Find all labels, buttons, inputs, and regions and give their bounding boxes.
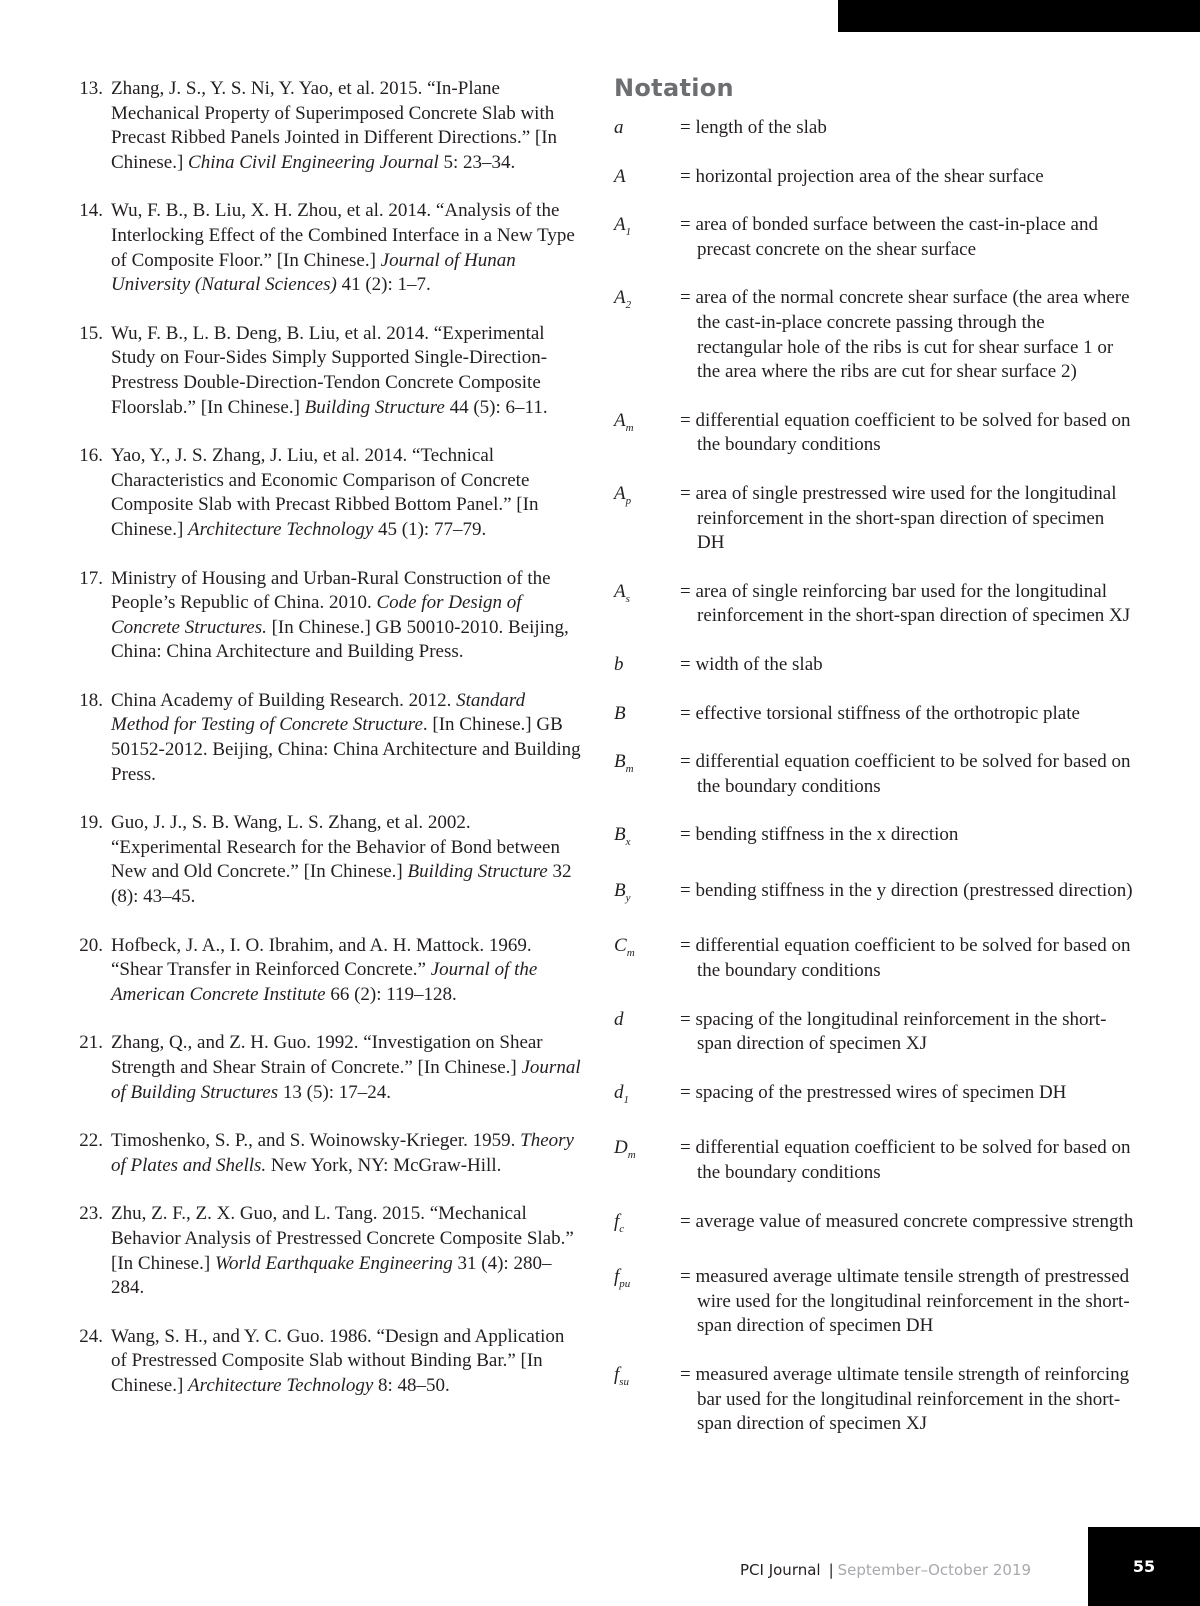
notation-title: Notation <box>614 74 734 102</box>
reference-number: 14. <box>79 200 103 222</box>
reference-text <box>111 322 583 420</box>
symbol-subscript: s <box>625 592 630 605</box>
reference-source: Architecture Technology <box>188 1374 374 1396</box>
notation-definition: = effective torsional stiffness of the orthotropic plate <box>680 702 1080 724</box>
notation-definition: = horizontal projection area of the shear surface <box>680 165 1044 187</box>
symbol-subscript: pu <box>619 1278 631 1291</box>
footer <box>740 1558 1031 1582</box>
notation-item <box>614 702 1134 727</box>
reference-source: Journal of the American Concrete Institute <box>111 959 538 1005</box>
symbol-base: A <box>614 214 626 236</box>
reference-item <box>68 77 583 175</box>
footer-issue: September–October 2019 <box>837 1561 1032 1579</box>
notation-list <box>614 116 1134 1437</box>
notation-item <box>614 1210 1134 1242</box>
notation-item <box>614 286 1134 384</box>
symbol-base: b <box>614 653 624 675</box>
reference-source: Standard Method for Testing of Concrete Structure <box>111 689 526 736</box>
notation-symbol <box>614 286 680 384</box>
reference-number: 15. <box>79 322 103 344</box>
reference-item <box>68 322 583 420</box>
reference-segment: 31 (4): 280–284. <box>111 1252 552 1299</box>
reference-segment: Hofbeck, J. A., I. O. Ibrahim, and A. H. Mattock. 1969. “Shear Transfer in Reinforced Concrete.” <box>111 934 532 981</box>
notation-definition: = spacing of the longitudinal reinforcement in the short-span direction of specimen XJ <box>680 1008 1107 1055</box>
reference-segment: Ministry of Housing and Urban-Rural Construction of the People’s Republic of China. 2010. <box>111 567 551 614</box>
notation-symbol <box>614 823 680 855</box>
notation-symbol <box>614 879 680 911</box>
reference-source: Building Structure <box>407 861 548 883</box>
reference-number: 13. <box>79 78 103 99</box>
notation-definition: = area of single prestressed wire used for the longitudinal reinforcement in the short-span direction of specimen DH <box>680 482 1117 554</box>
notation-item <box>614 165 1134 190</box>
reference-source: China Civil Engineering Journal <box>188 151 439 173</box>
notation-item <box>614 580 1134 629</box>
notation-item <box>614 1265 1134 1339</box>
reference-source: Code for Design of Concrete Structures. <box>111 592 522 638</box>
symbol-subscript: m <box>625 421 634 434</box>
reference-segment: 13 (5): 17–24. <box>278 1081 392 1103</box>
footer-journal: PCI Journal <box>740 1561 821 1579</box>
reference-text <box>111 444 583 542</box>
symbol-base: B <box>614 824 626 846</box>
notation-symbol <box>614 1363 680 1437</box>
reference-number: 21. <box>79 1032 103 1054</box>
notation-item <box>614 823 1134 855</box>
symbol-base: A <box>614 580 626 602</box>
reference-item <box>68 1325 583 1399</box>
symbol-subscript: m <box>626 947 635 960</box>
reference-text <box>111 77 583 175</box>
reference-item <box>68 1031 583 1105</box>
reference-segment: 66 (2): 119–128. <box>325 983 457 1005</box>
notation-symbol <box>614 1210 680 1242</box>
symbol-base: a <box>614 117 624 138</box>
references-list <box>68 77 583 1423</box>
symbol-base: f <box>614 1364 620 1385</box>
symbol-subscript: m <box>627 1149 636 1162</box>
footer-separator: | <box>828 1561 834 1579</box>
reference-text <box>111 567 583 665</box>
symbol-base: d <box>614 1008 624 1030</box>
symbol-base: f <box>614 1266 620 1288</box>
notation-symbol <box>614 580 680 629</box>
notation-item <box>614 213 1134 262</box>
header-bar <box>838 0 1200 32</box>
notation-section <box>614 74 1134 1461</box>
reference-segment: Zhang, J. S., Y. S. Ni, Y. Yao, et al. 2015. “In-Plane Mechanical Property of Superimposed Concrete Slab with Precast Ribbed Panels Jointed in Different Directions.” [In Chinese.] <box>111 78 558 173</box>
reference-segment: New York, NY: McGraw-Hill. <box>266 1154 502 1176</box>
reference-item <box>68 689 583 787</box>
notation-definition: = differential equation coefficient to be solved for based on the boundary conditions <box>680 751 1131 797</box>
symbol-subscript: 2 <box>625 299 632 312</box>
reference-item <box>68 1129 583 1178</box>
reference-item <box>68 567 583 665</box>
reference-item <box>68 1202 583 1300</box>
notation-definition: = bending stiffness in the x direction <box>680 824 959 846</box>
reference-text <box>111 934 583 1008</box>
notation-symbol <box>614 934 680 983</box>
symbol-subscript: su <box>619 1376 630 1388</box>
reference-text <box>111 1031 583 1105</box>
notation-symbol <box>614 1008 680 1057</box>
notation-symbol <box>614 750 680 799</box>
reference-source: Building Structure <box>304 396 445 418</box>
notation-item <box>614 934 1134 983</box>
notation-symbol <box>614 116 680 141</box>
reference-segment: Timoshenko, S. P., and S. Woinowsky-Krieger. 1959. <box>111 1130 521 1152</box>
symbol-base: d <box>614 1081 624 1103</box>
notation-symbol <box>614 1136 680 1185</box>
symbol-subscript: 1 <box>625 226 632 239</box>
notation-item <box>614 653 1134 678</box>
notation-item <box>614 1136 1134 1185</box>
reference-segment: Yao, Y., J. S. Zhang, J. Liu, et al. 2014. “Technical Characteristics and Economic Comparison of Concrete Composite Slab with Precast Ribbed Bottom Panel.” [In Chinese.] <box>111 445 539 540</box>
notation-item <box>614 1363 1134 1437</box>
notation-item <box>614 409 1134 458</box>
notation-definition: = differential equation coefficient to be solved for based on the boundary conditions <box>680 409 1131 456</box>
reference-number: 22. <box>79 1130 103 1152</box>
symbol-subscript: x <box>625 836 631 849</box>
notation-item <box>614 482 1134 556</box>
reference-text <box>111 1202 583 1300</box>
reference-segment: Guo, J. J., S. B. Wang, L. S. Zhang, et al. 2002. “Experimental Research for the Behavior of Bond between New and Old Concrete.” [In Chinese.] <box>111 812 560 883</box>
reference-segment: Zhang, Q., and Z. H. Guo. 1992. “Investigation on Shear Strength and Shear Strain of Concrete.” [In Chinese.] <box>111 1032 543 1078</box>
reference-segment: 8: 48–50. <box>373 1374 450 1396</box>
symbol-base: C <box>614 935 627 957</box>
notation-symbol <box>614 702 680 727</box>
notation-symbol <box>614 409 680 458</box>
notation-definition: = measured average ultimate tensile strength of reinforcing bar used for the longitudinal reinforcement in the short-span direction of specimen XJ <box>680 1364 1130 1435</box>
symbol-subscript: m <box>625 763 634 776</box>
notation-definition: = average value of measured concrete compressive strength <box>680 1210 1134 1232</box>
symbol-base: A <box>614 165 626 187</box>
reference-segment: 45 (1): 77–79. <box>373 518 487 540</box>
notation-symbol <box>614 165 680 190</box>
reference-item <box>68 199 583 297</box>
symbol-base: B <box>614 702 626 724</box>
notation-symbol <box>614 213 680 262</box>
reference-segment: Wu, F. B., B. Liu, X. H. Zhou, et al. 2014. “Analysis of the Interlocking Effect of the Combined Interface in a New Type of Composite Floor.” [In Chinese.] <box>111 200 575 271</box>
notation-symbol <box>614 1265 680 1339</box>
notation-definition: = bending stiffness in the y direction (prestressed direction) <box>680 879 1133 901</box>
reference-segment: [In Chinese.] GB 50010-2010. Beijing, China: China Architecture and Building Press. <box>111 616 569 663</box>
notation-definition: = differential equation coefficient to be solved for based on the boundary conditions <box>680 935 1131 982</box>
notation-definition: = width of the slab <box>680 653 823 675</box>
reference-number: 23. <box>79 1203 103 1225</box>
reference-text <box>111 1129 583 1178</box>
reference-segment: China Academy of Building Research. 2012. <box>111 689 457 711</box>
reference-item <box>68 444 583 542</box>
notation-symbol <box>614 1081 680 1113</box>
reference-source: Journal of Hunan University (Natural Sciences) <box>111 249 516 296</box>
symbol-subscript: y <box>625 891 631 904</box>
reference-source: Architecture Technology <box>188 518 374 540</box>
symbol-base: B <box>614 751 626 773</box>
reference-segment: 32 (8): 43–45. <box>111 861 572 908</box>
reference-source: World Earthquake Engineering <box>214 1252 453 1274</box>
notation-definition: = measured average ultimate tensile strength of prestressed wire used for the longitudinal reinforcement in the short-span direction of specimen DH <box>680 1266 1130 1337</box>
symbol-base: A <box>614 482 626 504</box>
reference-number: 19. <box>79 812 103 834</box>
reference-segment: . [In Chinese.] GB 50152-2012. Beijing, China: China Architecture and Building Press. <box>111 714 581 785</box>
reference-segment: 41 (2): 1–7. <box>336 274 431 296</box>
reference-text <box>111 689 583 787</box>
reference-segment: Wang, S. H., and Y. C. Guo. 1986. “Design and Application of Prestressed Composite Slab without Binding Bar.” [In Chinese.] <box>111 1325 565 1396</box>
reference-segment: 5: 23–34. <box>438 151 516 173</box>
reference-text <box>111 1325 583 1399</box>
reference-text <box>111 199 583 297</box>
reference-item <box>68 811 583 909</box>
reference-text <box>111 811 583 909</box>
symbol-subscript: c <box>619 1222 625 1235</box>
symbol-base: f <box>614 1210 620 1232</box>
notation-symbol <box>614 482 680 556</box>
page-number: 55 <box>1088 1527 1200 1606</box>
notation-item <box>614 750 1134 799</box>
notation-definition: = differential equation coefficient to be solved for based on the boundary conditions <box>680 1137 1131 1184</box>
notation-definition: = area of single reinforcing bar used for the longitudinal reinforcement in the short-span direction of specimen XJ <box>680 580 1131 627</box>
notation-definition: = spacing of the prestressed wires of specimen DH <box>680 1081 1067 1103</box>
notation-item <box>614 879 1134 911</box>
reference-number: 18. <box>79 689 103 711</box>
symbol-subscript: 1 <box>623 1093 629 1106</box>
notation-symbol <box>614 653 680 678</box>
notation-definition: = length of the slab <box>680 117 827 138</box>
notation-definition: = area of bonded surface between the cast-in-place and precast concrete on the shear surface <box>680 214 1098 260</box>
reference-number: 16. <box>79 445 103 467</box>
reference-source: Theory of Plates and Shells. <box>111 1130 574 1176</box>
reference-segment: Zhu, Z. F., Z. X. Guo, and L. Tang. 2015. “Mechanical Behavior Analysis of Prestressed Concrete Composite Slab.” [In Chinese.] <box>111 1203 574 1274</box>
symbol-base: A <box>614 287 626 309</box>
reference-number: 20. <box>79 934 103 956</box>
symbol-subscript: p <box>625 494 632 507</box>
reference-number: 24. <box>79 1325 103 1347</box>
reference-number: 17. <box>79 567 103 589</box>
symbol-base: B <box>614 879 626 901</box>
notation-item <box>614 1008 1134 1057</box>
reference-segment: Wu, F. B., L. B. Deng, B. Liu, et al. 2014. “Experimental Study on Four-Sides Simply Supported Single-Direction-Prestress Double-Direction-Tendon Concrete Composite Floorslab.” [In Chinese.] <box>111 322 548 418</box>
reference-item <box>68 934 583 1008</box>
symbol-base: A <box>614 409 626 431</box>
reference-source: Journal of Building Structures <box>111 1057 581 1103</box>
notation-item <box>614 116 1134 141</box>
symbol-base: D <box>614 1137 628 1159</box>
notation-item <box>614 1081 1134 1113</box>
reference-segment: 44 (5): 6–11. <box>444 396 548 418</box>
notation-definition: = area of the normal concrete shear surface (the area where the cast-in-place concrete passing through the rectangular hole of the ribs is cut for shear surface 1 or the area where the ribs are cut for shear surface 2) <box>680 287 1130 383</box>
